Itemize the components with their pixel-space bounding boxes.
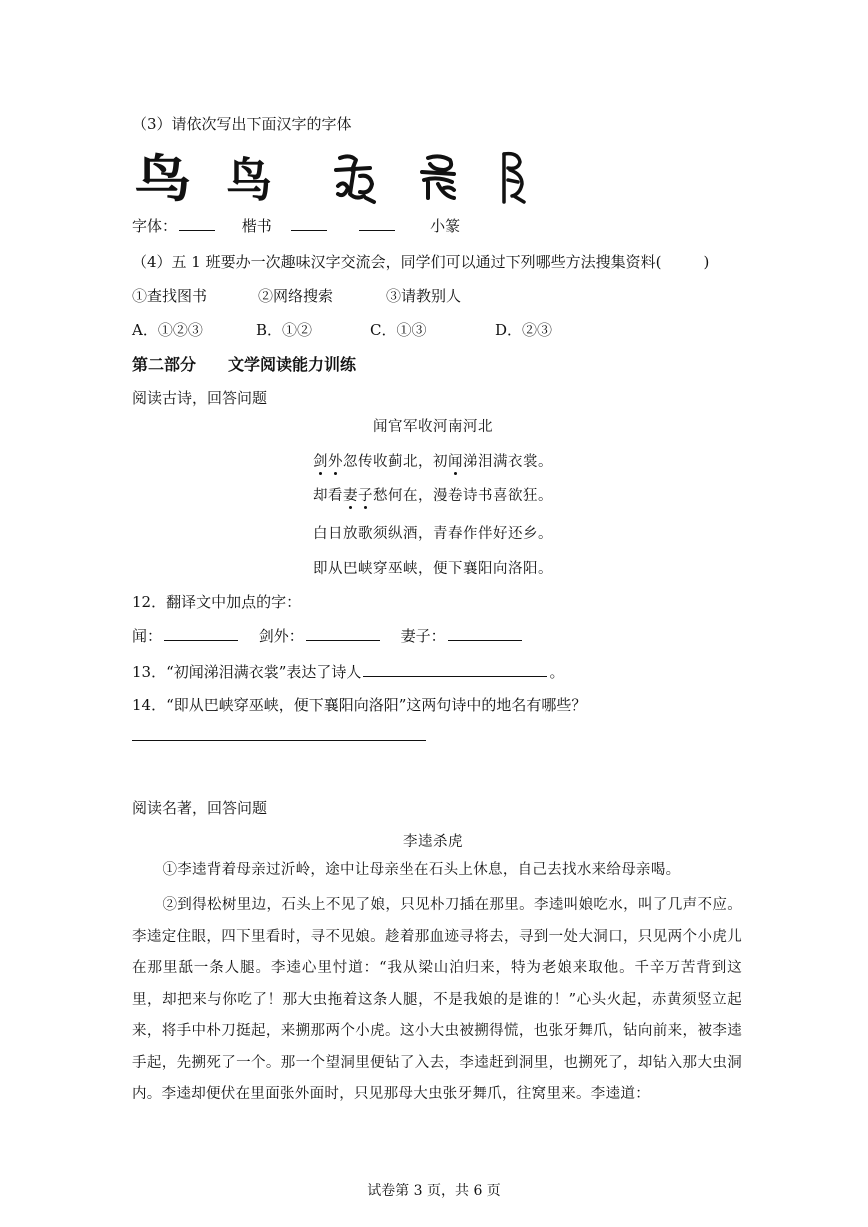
poem-intro: 阅读古诗，回答问题 xyxy=(132,389,268,407)
q12-blank-qizi[interactable] xyxy=(448,626,522,641)
seal-script-bird-icon xyxy=(330,150,382,206)
q14-answer-line[interactable] xyxy=(132,740,426,741)
q3-prompt: （3）请依次写出下面汉字的字体 xyxy=(132,115,352,133)
q12-blank-jianwai[interactable] xyxy=(306,626,380,641)
poem-title: 闻官军收河南河北 xyxy=(373,419,493,435)
dotted-char-qi: 妻 xyxy=(343,488,358,504)
q13-blank[interactable] xyxy=(363,662,547,677)
dotted-char-wen: 闻 xyxy=(448,454,463,470)
dotted-char-jian: 剑 xyxy=(313,454,328,470)
blank-1[interactable] xyxy=(179,216,215,231)
page-footer: 试卷第 3 页，共 6 页 xyxy=(367,1183,501,1199)
q4-method-1: ①查找图书 xyxy=(132,287,208,305)
q3-answer-row xyxy=(132,215,460,236)
q4-method-2: ②网络搜索 xyxy=(258,287,334,305)
glyph-bold-bird: 鸟 xyxy=(134,150,192,208)
seal-script-bird-3-icon xyxy=(496,150,528,206)
poem-line-1: 剑外忽传收蓟北，初闻涕泪满衣裳。 xyxy=(313,454,553,470)
xiaozhuan-label: 小篆 xyxy=(430,217,461,235)
q4-choice-b[interactable]: B．①② xyxy=(256,321,313,339)
poem-line-4: 即从巴峡穿巫峡，便下襄阳向洛阳。 xyxy=(313,561,553,577)
q4-choice-c[interactable]: C．①③ xyxy=(370,321,427,339)
poem-line-2: 却看妻子愁何在，漫卷诗书喜欲狂。 xyxy=(313,488,553,504)
story-intro: 阅读名著，回答问题 xyxy=(132,799,268,817)
glyph-kaishu-bird: 鸟 xyxy=(226,153,272,207)
q12-prompt: 12．翻译文中加点的字： xyxy=(132,593,302,611)
story-title: 李逵杀虎 xyxy=(403,834,463,850)
q4-method-3: ③请教别人 xyxy=(386,287,462,305)
q13-row: 13．“初闻涕泪满衣裳”表达了诗人 。 xyxy=(132,663,565,681)
poem-line-3: 白日放歌须纵酒，青春作伴好还乡。 xyxy=(313,526,553,542)
q4-choice-a[interactable]: A．①②③ xyxy=(132,321,203,339)
q13-prompt: 13．“初闻涕泪满衣裳”表达了诗人 xyxy=(132,663,362,681)
story-paragraph-2: ②到得松树里边，石头上不见了娘，只见朴刀插在那里。李逵叫娘吃水，叫了几声不应。李逵定住眼，四下里看时，寻不见娘。趁着那血迹寻将去，寻到一处大洞口，只见两个小虎儿在那里舐一条人腿。李逵心里忖道：“我从梁山泊归来，特为老娘来取他。千辛万苦背到这里，却把来与你吃了！那大虫拖着这条人腿，不是我娘的是谁的！”心头火起，赤黄须竖立起来，将手中朴刀挺起，来搠那两个小虎。这小大虫被搠得慌，也张牙舞爪，钻向前来，被李逵手起，先搠死了一个。那一个望洞里便钻了入去，李逵赶到洞里，也搠死了，却钻入那大虫洞内。李逵却便伏在里面张外面时，只见那母大虫张牙舞爪，往窝里来。李逵道： xyxy=(132,897,742,1102)
q4-prompt: （4）五 1 班要办一次趣味汉字交流会，同学们可以通过下列哪些方法搜集资料( xyxy=(132,253,662,271)
q12-answer-row: 闻： 剑外： 妻子： xyxy=(132,625,524,646)
q12-blank-wen[interactable] xyxy=(164,626,238,641)
part2-title: 第二部分 文学阅读能力训练 xyxy=(132,355,357,374)
dotted-char-zi: 子 xyxy=(358,488,373,504)
blank-2[interactable] xyxy=(291,216,327,231)
q4-choice-d[interactable]: D．②③ xyxy=(495,321,553,339)
dotted-char-wai: 外 xyxy=(328,454,343,470)
q4-close: ) xyxy=(703,253,710,271)
blank-3[interactable] xyxy=(359,216,395,231)
q4-prompt-row xyxy=(132,251,709,272)
font-label: 字体： xyxy=(132,217,178,235)
kaishu-label: 楷书 xyxy=(241,217,272,235)
story-paragraph-1: ①李逵背着母亲过沂岭，途中让母亲坐在石头上休息，自己去找水来给母亲喝。 xyxy=(162,862,681,878)
seal-script-bird-2-icon xyxy=(414,152,462,204)
q14-prompt: 14．“即从巴峡穿巫峡，便下襄阳向洛阳”这两句诗中的地名有哪些？ xyxy=(132,696,587,714)
